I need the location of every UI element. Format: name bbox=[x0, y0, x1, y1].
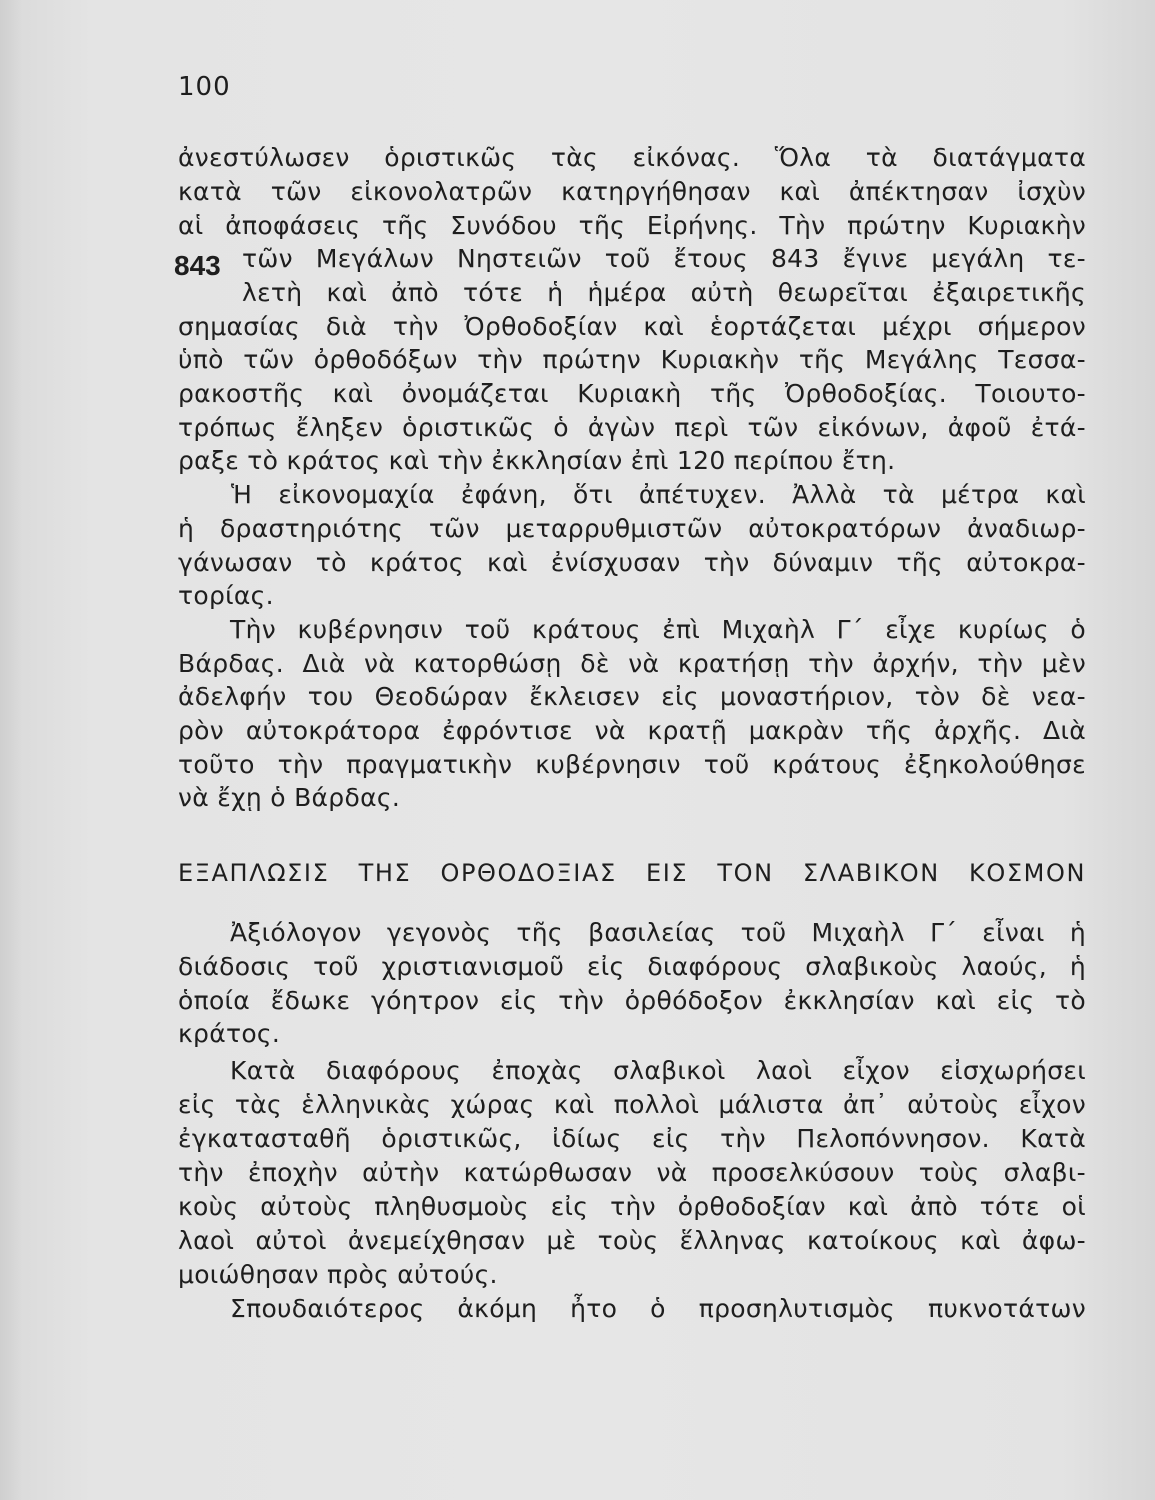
text-line: Σπουδαιότερος ἀκόμη ἦτο ὁ προσηλυτισμὸς πυκνοτάτων bbox=[230, 1294, 1086, 1323]
text-line: τοῦτο τὴν πραγματικὴν κυβέρνησιν τοῦ κράτους ἐξηκολούθησε bbox=[178, 750, 1086, 779]
page-number: 100 bbox=[178, 72, 231, 102]
scan-shadow bbox=[0, 0, 22, 1500]
text-line: κράτος. bbox=[178, 1019, 281, 1048]
margin-year-note: 843 bbox=[174, 250, 221, 281]
text-line: ὑπὸ τῶν ὀρθοδόξων τὴν πρώτην Κυριακὴν τῆς Μεγάλης Τεσσα- bbox=[178, 345, 1086, 374]
text-line: ραξε τὸ κράτος καὶ τὴν ἐκκλησίαν ἐπὶ 120 περίπου ἔτη. bbox=[178, 446, 896, 475]
text-line: τορίας. bbox=[178, 581, 274, 610]
text-line: ἀδελφήν του Θεοδώραν ἔκλεισεν εἰς μοναστήριον, τὸν δὲ νεα- bbox=[178, 682, 1086, 711]
text-line: τὴν ἐποχὴν αὐτὴν κατώρθωσαν νὰ προσελκύσουν τοὺς σλαβι- bbox=[178, 1158, 1086, 1187]
section-heading: ΕΞΑΠΛΩΣΙΣ ΤΗΣ ΟΡΘΟΔΟΞΙΑΣ ΕΙΣ ΤΟΝ ΣΛΑΒΙΚΟΝ ΚΟΣΜΟΝ bbox=[178, 859, 1086, 887]
text-line: σημασίας διὰ τὴν Ὀρθοδοξίαν καὶ ἑορτάζεται μέχρι σήμερον bbox=[178, 312, 1086, 341]
text-line: μοιώθησαν πρὸς αὐτούς. bbox=[178, 1260, 498, 1289]
text-line: Τὴν κυβέρνησιν τοῦ κράτους ἐπὶ Μιχαὴλ Γ΄ εἶχε κυρίως ὁ bbox=[230, 615, 1086, 644]
text-line: αἱ ἀποφάσεις τῆς Συνόδου τῆς Εἰρήνης. Τὴν πρώτην Κυριακὴν bbox=[178, 211, 1086, 240]
text-line: Βάρδας. Διὰ νὰ κατορθώσῃ δὲ νὰ κρατήσῃ τὴν ἀρχήν, τὴν μὲν bbox=[178, 649, 1086, 678]
text-line: γάνωσαν τὸ κράτος καὶ ἐνίσχυσαν τὴν δύναμιν τῆς αὐτοκρα- bbox=[178, 548, 1086, 577]
text-line: ἡ δραστηριότης τῶν μεταρρυθμιστῶν αὐτοκρατόρων ἀναδιωρ- bbox=[178, 514, 1086, 543]
text-line: ἀνεστύλωσεν ὁριστικῶς τὰς εἰκόνας. Ὅλα τὰ διατάγματα bbox=[178, 143, 1086, 172]
text-line: νὰ ἔχῃ ὁ Βάρδας. bbox=[178, 783, 401, 812]
text-line: τρόπως ἔληξεν ὁριστικῶς ὁ ἀγὼν περὶ τῶν εἰκόνων, ἀφοῦ ἐτά- bbox=[178, 413, 1086, 442]
text-line: Ἡ εἰκονομαχία ἐφάνη, ὅτι ἀπέτυχεν. Ἀλλὰ τὰ μέτρα καὶ bbox=[231, 480, 1086, 509]
text-line: Κατὰ διαφόρους ἐποχὰς σλαβικοὶ λαοὶ εἶχον εἰσχωρήσει bbox=[230, 1056, 1086, 1085]
text-line: ρὸν αὐτοκράτορα ἐφρόντισε νὰ κρατῇ μακρὰν τῆς ἀρχῆς. Διὰ bbox=[178, 716, 1086, 745]
text-line: Ἀξιόλογον γεγονὸς τῆς βασιλείας τοῦ Μιχαὴλ Γ΄ εἶναι ἡ bbox=[230, 918, 1086, 947]
text-line: τῶν Μεγάλων Νηστειῶν τοῦ ἔτους 843 ἔγινε μεγάλη τε- bbox=[242, 244, 1086, 273]
text-line: διάδοσις τοῦ χριστιανισμοῦ εἰς διαφόρους σλαβικοὺς λαούς, ἡ bbox=[178, 952, 1086, 981]
text-line: ρακοστῆς καὶ ὀνομάζεται Κυριακὴ τῆς Ὀρθοδοξίας. Τοιουτο- bbox=[178, 379, 1086, 408]
text-line: εἰς τὰς ἑλληνικὰς χώρας καὶ πολλοὶ μάλιστα ἀπ᾽ αὐτοὺς εἶχον bbox=[178, 1090, 1086, 1119]
text-line: λαοὶ αὐτοὶ ἀνεμείχθησαν μὲ τοὺς ἕλληνας κατοίκους καὶ ἀφω- bbox=[178, 1226, 1086, 1255]
text-line: κοὺς αὐτοὺς πληθυσμοὺς εἰς τὴν ὀρθοδοξίαν καὶ ἀπὸ τότε οἱ bbox=[178, 1192, 1086, 1221]
text-line: ἐγκατασταθῆ ὁριστικῶς, ἰδίως εἰς τὴν Πελοπόννησον. Κατὰ bbox=[178, 1124, 1086, 1153]
text-line: κατὰ τῶν εἰκονολατρῶν κατηργήθησαν καὶ ἀπέκτησαν ἰσχὺν bbox=[178, 177, 1086, 206]
text-line: ὁποία ἔδωκε γόητρον εἰς τὴν ὀρθόδοξον ἐκκλησίαν καὶ εἰς τὸ bbox=[178, 986, 1086, 1015]
text-line: λετὴ καὶ ἀπὸ τότε ἡ ἡμέρα αὐτὴ θεωρεῖται ἐξαιρετικῆς bbox=[242, 278, 1086, 307]
